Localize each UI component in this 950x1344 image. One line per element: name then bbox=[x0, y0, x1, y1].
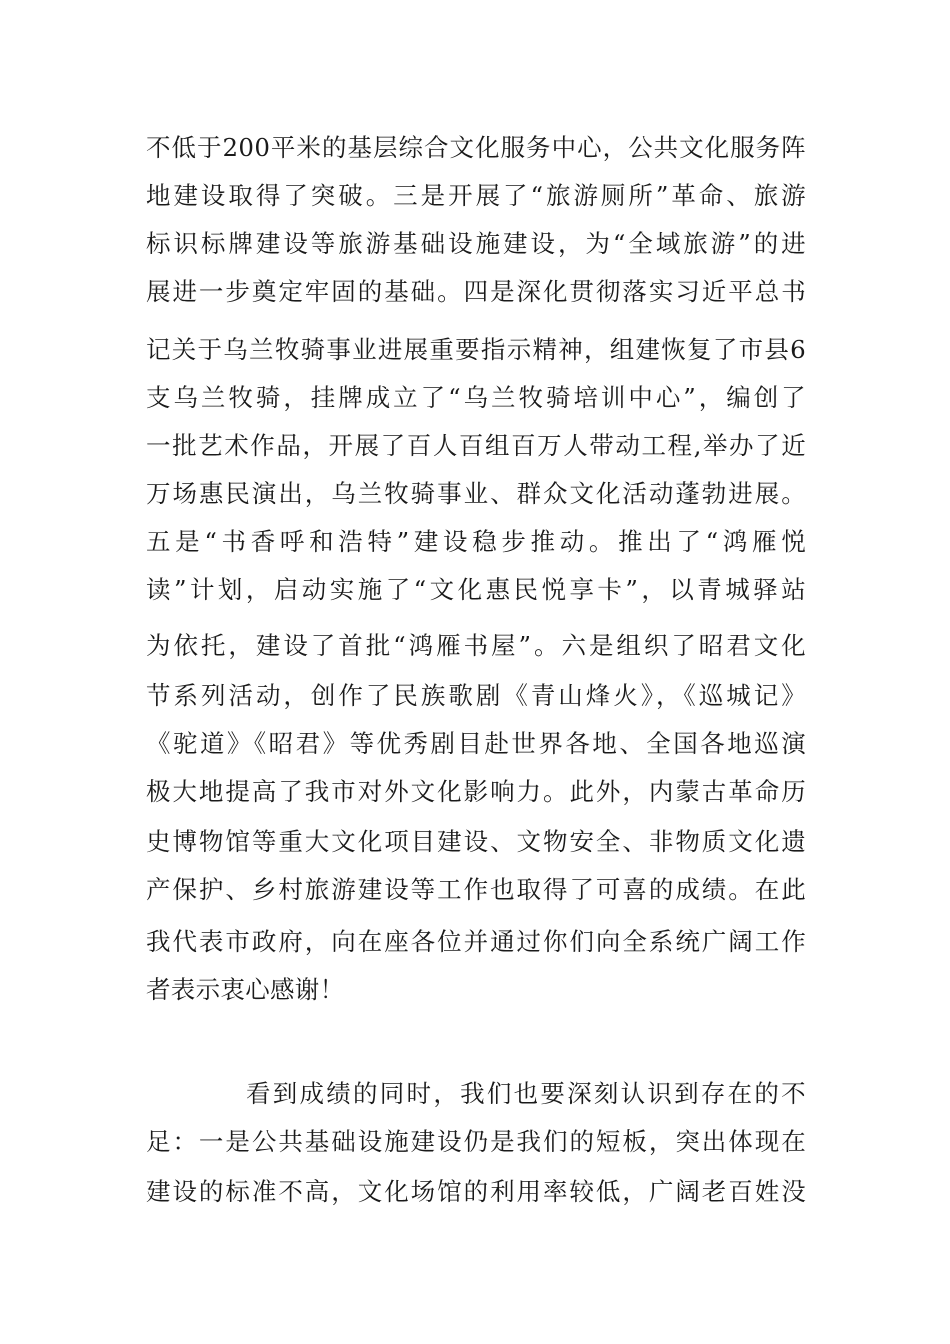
paragraph-1-line: 支乌兰牧骑，挂牌成立了“乌兰牧骑培训中心”，编创了 bbox=[146, 383, 806, 412]
paragraph-1-line: 不低于200平米的基层综合文化服务中心，公共文化服务阵 bbox=[146, 133, 806, 162]
paragraph-1-line: 为依托，建设了首批“鸿雁书屋”。六是组织了昭君文化 bbox=[146, 631, 806, 660]
paragraph-2-line: 足：一是公共基础设施建设仍是我们的短板，突出体现在 bbox=[146, 1127, 806, 1156]
paragraph-1-line: 地建设取得了突破。三是开展了“旅游厕所”革命、旅游 bbox=[146, 181, 806, 210]
paragraph-1-line: 节系列活动，创作了民族歌剧《青山烽火》，《巡城记》 bbox=[146, 681, 806, 710]
paragraph-1-line: 产保护、乡村旅游建设等工作也取得了可喜的成绩。在此 bbox=[146, 875, 806, 904]
paragraph-1-line: 极大地提高了我市对外文化影响力。此外，内蒙古革命历 bbox=[146, 777, 806, 806]
paragraph-2-line: 建设的标准不高，文化场馆的利用率较低，广阔老百姓没 bbox=[146, 1177, 806, 1206]
paragraph-1-line: 者表示衷心感谢！ bbox=[146, 975, 345, 1004]
paragraph-1-line: 展进一步奠定牢固的基础。四是深化贯彻落实习近平总书 bbox=[146, 277, 806, 306]
paragraph-1-line: 五是“书香呼和浩特”建设稳步推动。推出了“鸿雁悦 bbox=[146, 527, 806, 556]
paragraph-1-line: 史博物馆等重大文化项目建设、文物安全、非物质文化遗 bbox=[146, 827, 806, 856]
paragraph-2-line: 看到成绩的同时，我们也要深刻认识到存在的不 bbox=[246, 1079, 806, 1108]
paragraph-1-line: 万场惠民演出，乌兰牧骑事业、群众文化活动蓬勃进展。 bbox=[146, 479, 806, 508]
paragraph-1-line: 读”计划，启动实施了“文化惠民悦享卡”，以青城驿站 bbox=[146, 575, 806, 604]
paragraph-1-line: 一批艺术作品，开展了百人百组百万人带动工程,举办了近 bbox=[146, 431, 806, 460]
paragraph-1-line: 我代表市政府，向在座各位并通过你们向全系统广阔工作 bbox=[146, 927, 806, 956]
paragraph-1-line: 记关于乌兰牧骑事业进展重要指示精神，组建恢复了市县6 bbox=[146, 335, 806, 364]
paragraph-1-line: 标识标牌建设等旅游基础设施建设，为“全域旅游”的进 bbox=[146, 229, 806, 258]
paragraph-1-line: 《驼道》《昭君》等优秀剧目赴世界各地、全国各地巡演 bbox=[146, 729, 806, 758]
